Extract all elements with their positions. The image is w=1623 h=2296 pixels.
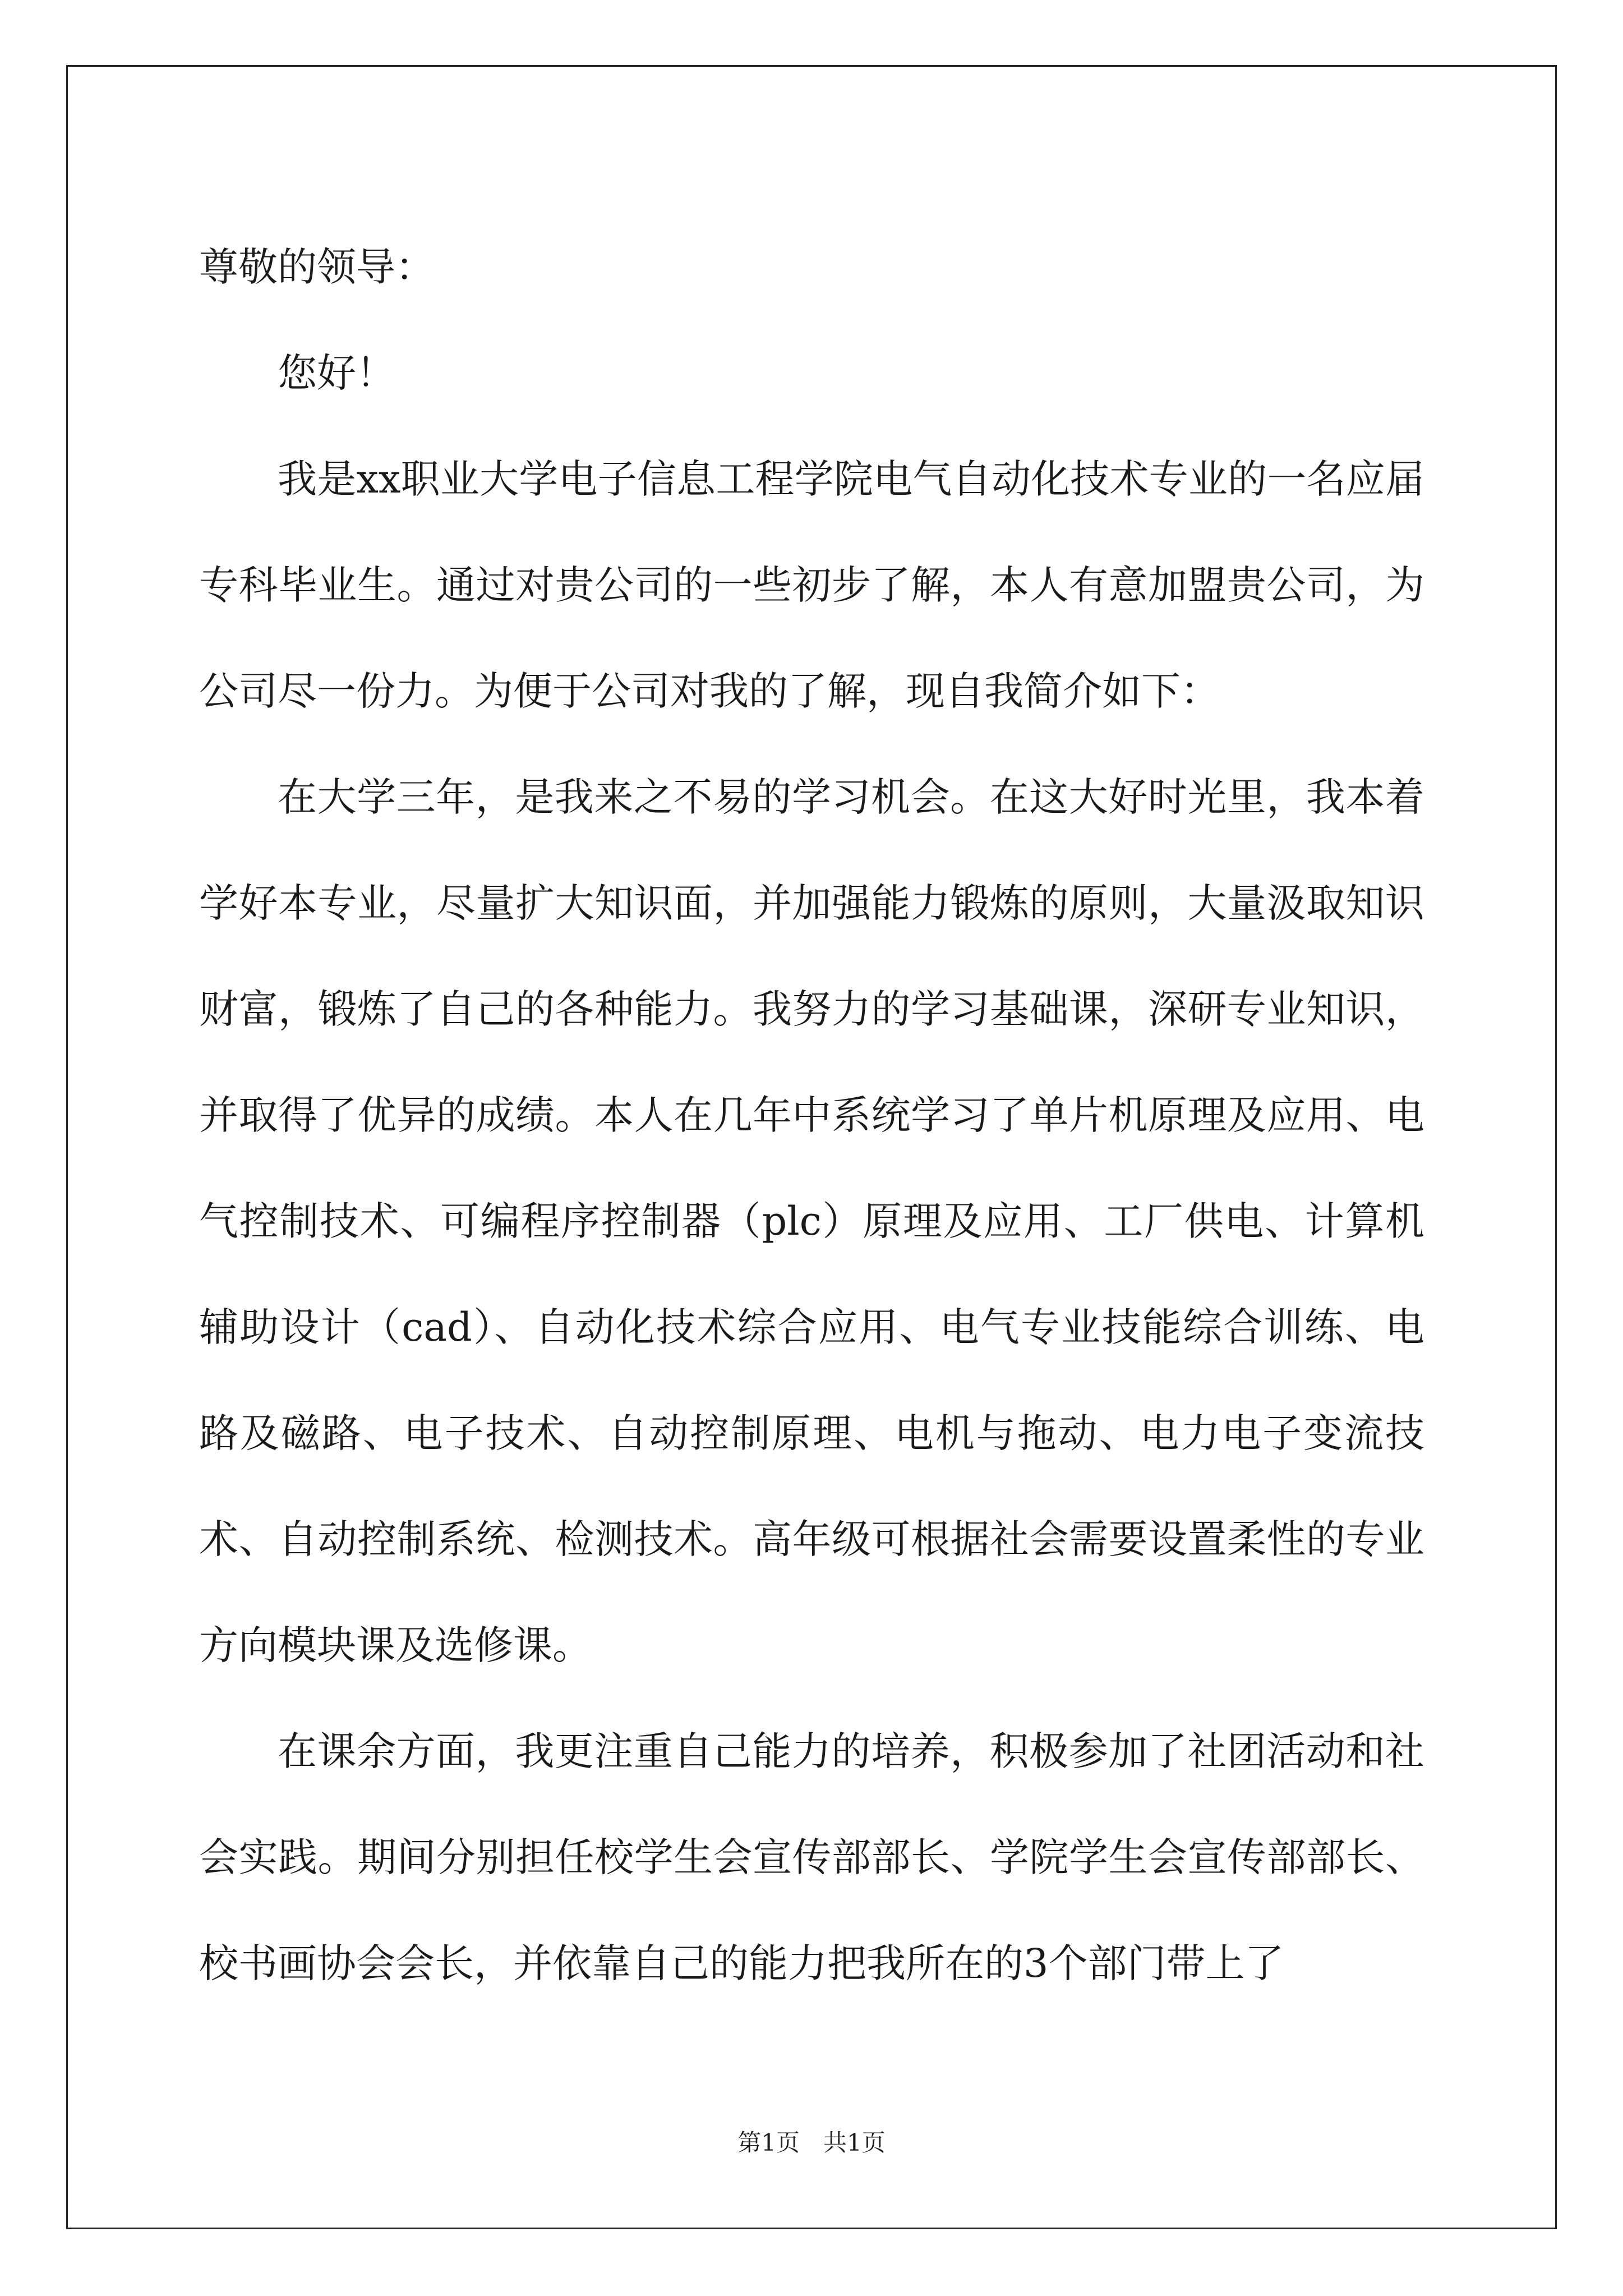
salutation: 尊敬的领导： — [199, 244, 435, 290]
paragraph-study: 在大学三年，是我来之不易的学习机会。在这大好时光里，我本着学好本专业，尽量扩大知识面，并加强能力锻炼的原则，大量汲取知识财富，锻炼了自己的各种能力。我努力的学习基础课，深研专业知识，并取得了优异的成绩。本人在几年中系统学习了单片机原理及应用、电气控制技术、可编程序控制器（plc）原理及应用、工厂供电、计算机辅助设计（cad）、自动化技术综合应用、电气专业技能综合训练、电路及磁路、电子技术、自动控制原理、电机与拖动、电力电子变流技术、自动控制系统、检测技术。高年级可根据社会需要设置柔性的专业方向模块课及选修课。 — [199, 774, 1424, 1668]
page-footer: 第1页 共1页 — [737, 2129, 886, 2156]
letter-body — [199, 214, 1424, 2017]
paragraph-intro: 我是xx职业大学电子信息工程学院电气自动化技术专业的一名应届专科毕业生。通过对贵公司的一些初步了解，本人有意加盟贵公司，为公司尽一份力。为便于公司对我的了解，现自我简介如下： — [199, 456, 1424, 714]
paragraph-activities: 在课余方面，我更注重自己能力的培养，积极参加了社团活动和社会实践。期间分别担任校学生会宣传部部长、学院学生会宣传部部长、校书画协会会长，并依靠自己的能力把我所在的3个部门带上了 — [199, 1728, 1424, 1986]
greeting: 您好！ — [278, 350, 395, 396]
